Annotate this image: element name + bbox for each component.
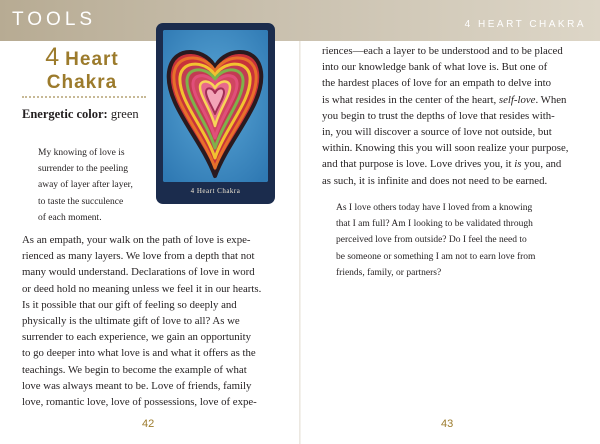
body-line: love, romantic love, love of possessions, love of expe-: [22, 396, 257, 409]
body-line: surrender to each experience, we gain an opportunity: [22, 331, 252, 344]
quote-line: away of layer after layer,: [38, 180, 133, 191]
quote-line: My knowing of love is: [38, 148, 125, 158]
chapter-title: [18, 43, 146, 94]
quote-line: As I love others today have I loved from a knowing: [336, 203, 533, 213]
energetic-color-label: Energetic color:: [22, 107, 108, 121]
quote-line: friends, family, or partners?: [336, 267, 442, 278]
running-chapter-label: 4 HEART CHAKRA: [464, 19, 586, 30]
body-line: or deed hold no meaning unless we feel it in our hearts.: [22, 282, 262, 295]
chapter-title-line1: Heart: [65, 49, 119, 70]
page-number-left: 42: [142, 418, 155, 430]
body-line: many would understand. Declarations of love in word: [22, 266, 255, 279]
chapter-title-line2: Chakra: [46, 72, 118, 93]
body-line: as such, it is infinite and does not need to be earned.: [322, 174, 548, 187]
body-text-right: [322, 43, 577, 189]
chapter-number: 4: [45, 43, 60, 71]
body-line: love was always meant to be. Love of friends, family: [22, 379, 252, 392]
body-line-end: you, and: [521, 158, 562, 171]
card-caption: 4 Heart Chakra: [190, 187, 241, 195]
body-line: [322, 156, 577, 172]
quote-line: be someone or something I am not to earn love from: [336, 251, 536, 262]
heart-chakra-card: [156, 23, 275, 204]
pull-quote-left: [38, 145, 156, 226]
body-line: [322, 92, 577, 108]
body-line-start: is what resides in the center of the heart,: [322, 93, 497, 106]
quote-line: that I am full? Am I looking to be validated through: [336, 219, 533, 230]
page-number-right: 43: [441, 418, 454, 430]
body-line: riences—each a layer to be understood and to be placed: [322, 45, 563, 57]
quote-line: surrender to the peeling: [38, 164, 128, 175]
page-gutter: [299, 41, 301, 444]
energetic-color-value: green: [110, 107, 139, 121]
body-line: into our knowledge bank of what love is. But one of: [322, 61, 548, 74]
heart-painting-icon: [163, 30, 268, 182]
section-label: TOOLS: [12, 9, 97, 30]
body-line-start: and that purpose is love. Love drives you, it: [322, 158, 512, 171]
body-line: rienced as many layers. We love from a depth that not: [22, 250, 255, 263]
body-line: Is it possible that our gift of feeling so deeply and: [22, 298, 237, 311]
body-line: physically is the ultimate gift of love to all? As we: [22, 315, 240, 328]
body-line: As an empath, your walk on the path of love is expe-: [22, 234, 251, 246]
heart-painting-svg: [163, 30, 268, 182]
reflection-questions: [336, 200, 561, 281]
quote-line: to taste the succulence: [38, 196, 124, 207]
quote-line: perceived love from outside? Do I feel the need to: [336, 235, 527, 246]
body-line: to go deeper into what love is and what it offers as the: [22, 347, 256, 360]
body-line: in, you will discover a source of love not outside, but: [322, 126, 552, 139]
body-line-end: . When: [535, 93, 567, 106]
emphasis-self-love: self-love: [498, 93, 536, 106]
body-line: the hardest places of love for an empath to delve into: [322, 77, 552, 90]
body-line: teachings. We begin to become the example of what: [22, 363, 247, 376]
energetic-color: [22, 107, 139, 122]
body-line: within. Knowing this you will soon realize your purpose,: [322, 142, 569, 155]
body-text-left: [22, 232, 277, 410]
emphasis-is: is: [514, 158, 522, 171]
header-band: [0, 0, 600, 41]
dotted-divider: [22, 96, 146, 98]
body-line: you begin to trust the depths of love that resides with-: [322, 109, 555, 122]
quote-line: of each moment.: [38, 212, 102, 223]
